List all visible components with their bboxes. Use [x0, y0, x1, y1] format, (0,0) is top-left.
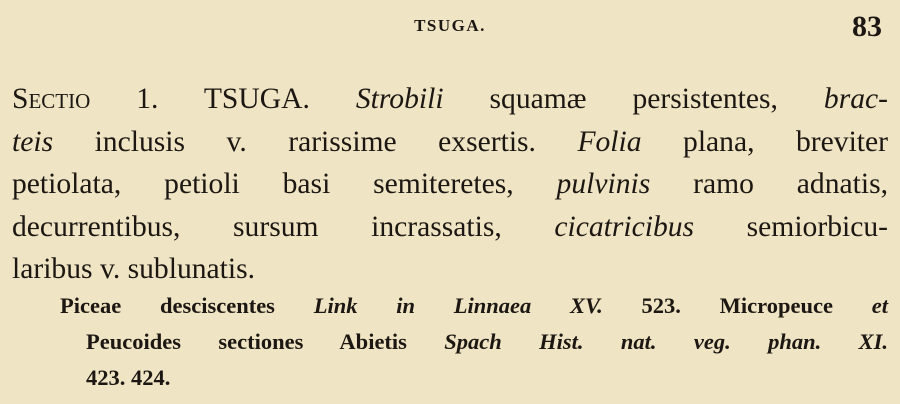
section-description — [12, 78, 888, 291]
reference-line — [60, 288, 888, 324]
term-bracteis-end: teis — [12, 125, 54, 158]
text-line — [12, 206, 888, 249]
text-run: 423. 424. — [86, 365, 171, 390]
term-cicatricibus: cicatricibus — [554, 210, 695, 243]
citation-link: Link in Linnaea XV. — [313, 293, 603, 318]
term-pulvinis: pulvinis — [556, 168, 651, 200]
text-run-italic: et — [871, 293, 888, 318]
text-run: inclusis v. rarissime exsertis. — [53, 125, 578, 158]
reference-line — [86, 324, 888, 360]
references — [60, 288, 888, 396]
page-number: 83 — [852, 10, 882, 43]
text-line — [12, 163, 888, 206]
text-run: plana, breviter — [641, 125, 889, 158]
text-run: decurrentibus, sursum incrassatis, — [12, 210, 555, 243]
text-run: squamæ persistentes, — [443, 83, 824, 115]
text-run: laribus v. sublunatis. — [12, 253, 256, 285]
running-title: TSUGA. — [414, 16, 486, 35]
section-label: Sectio 1. — [12, 83, 159, 115]
text-line — [12, 248, 888, 291]
text-line — [12, 78, 888, 121]
reference-line — [60, 360, 888, 396]
text-run: 523. Micropeuce — [602, 293, 872, 318]
citation-spach: Spach Hist. nat. veg. phan. XI. — [444, 329, 888, 354]
text-run: ramo adnatis, — [650, 168, 888, 200]
text-line — [12, 121, 888, 164]
running-head — [0, 12, 900, 42]
term-strobili: Strobili — [355, 83, 444, 115]
section-name: TSUGA. — [158, 83, 356, 115]
term-bracteis-start: brac- — [823, 83, 889, 115]
text-run: Piceae desciscentes — [60, 293, 314, 318]
term-folia: Folia — [577, 125, 642, 158]
text-run: Peucoides sectiones Abietis — [86, 329, 445, 354]
text-run: semiorbicu- — [694, 210, 889, 243]
text-run: petiolata, petioli basi semiteretes, — [12, 168, 557, 200]
